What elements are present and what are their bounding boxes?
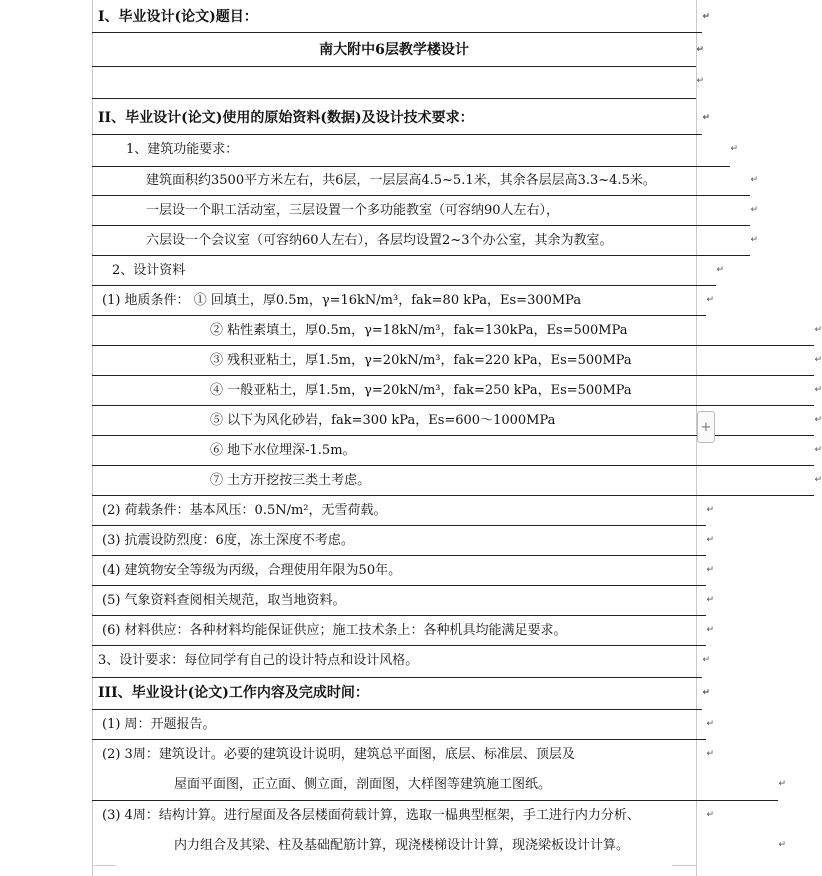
paragraph-mark-icon: ↵: [702, 655, 710, 665]
paragraph-mark-icon: ↵: [814, 445, 822, 455]
section1-title-row: [92, 3, 710, 33]
condition-3-row: [92, 556, 714, 586]
geo-item-2: ② 粘性素填土，厚0.5m，γ=18kN/m³，fak=130kPa，Es=500MPa: [210, 323, 628, 338]
work-item-3-row: [92, 801, 714, 831]
condition-5: (6) 材料供应：各种材料均能保证供应；施工技术条上：各种机具均能满足要求。: [102, 623, 567, 638]
paragraph-mark-icon: ↵: [750, 205, 758, 215]
condition-1-row: [92, 496, 714, 526]
paragraph-mark-icon: ↵: [814, 415, 822, 425]
geo-item-4-row: [92, 376, 822, 406]
paragraph-mark-icon: ↵: [778, 840, 786, 850]
paragraph-mark-icon: ↵: [702, 12, 710, 22]
work-item-2-cont-row: [92, 770, 786, 801]
design-req-row: [92, 646, 710, 678]
geo-item-3-row: [92, 346, 822, 376]
geo-item-6: ⑥ 地下水位埋深-1.5m。: [210, 443, 356, 458]
paragraph-mark-icon: ↵: [706, 535, 714, 545]
geo-item-1-row: [92, 286, 714, 316]
document-page: [92, 0, 822, 876]
geo-item-7-row: [92, 466, 822, 496]
section2-title-row: [92, 103, 710, 135]
paragraph-mark-icon: ↵: [706, 625, 714, 635]
paragraph-mark-icon: ↵: [778, 779, 786, 789]
paragraph-mark-icon: ↵: [706, 810, 714, 820]
condition-1: (2) 荷载条件：基本风压：0.5N/m²，无雪荷载。: [102, 503, 387, 518]
work-item-2-cont: 屋面平面图，正立面、侧立面，剖面图，大样图等建筑施工图纸。: [174, 777, 552, 792]
empty-row: [92, 67, 704, 99]
req-line-2: 一层设一个职工活动室，三层设置一个多功能教室（可容纳90人左右），: [146, 203, 560, 218]
geo-item-1: ① 回填土，厚0.5m，γ=16kN/m³，fak=80 kPa，Es=300MPa: [193, 293, 582, 308]
paragraph-mark-icon: ↵: [702, 688, 710, 698]
paragraph-mark-icon: ↵: [696, 45, 704, 55]
paragraph-mark-icon: ↵: [814, 355, 822, 365]
design-data-heading-row: [92, 256, 724, 286]
paragraph-mark-icon: ↵: [706, 749, 714, 759]
plus-icon: +: [700, 420, 712, 435]
project-title-row: [92, 35, 704, 67]
work-item-1-row: [92, 710, 714, 740]
paragraph-mark-icon: ↵: [750, 235, 758, 245]
req-line-2-row: [92, 196, 758, 226]
condition-5-row: [92, 616, 714, 646]
condition-3: (4) 建筑物安全等级为丙级，合理使用年限为50年。: [102, 563, 402, 578]
paragraph-mark-icon: ↵: [706, 565, 714, 575]
condition-4-row: [92, 586, 714, 616]
geo-item-4: ④ 一般亚粘土，厚1.5m，γ=20kN/m³，fak=250 kPa，Es=500MPa: [210, 383, 632, 398]
add-row-button[interactable]: [697, 411, 715, 443]
geo-item-5: ⑤ 以下为风化砂岩，fak=300 kPa，Es=600～1000MPa: [210, 413, 556, 428]
page-bottom-border-right: [672, 865, 696, 866]
paragraph-mark-icon: ↵: [706, 295, 714, 305]
condition-2-row: [92, 526, 714, 556]
work-item-1: (1) 周：开题报告。: [102, 717, 216, 732]
paragraph-mark-icon: ↵: [730, 144, 738, 154]
paragraph-mark-icon: ↵: [706, 595, 714, 605]
work-item-3-cont: 内力组合及其梁、柱及基础配筋计算，现浇楼梯设计计算，现浇梁板设计计算。: [174, 838, 630, 853]
condition-2: (3) 抗震设防烈度：6度，冻土深度不考虑。: [102, 533, 354, 548]
section3-title-row: [92, 678, 710, 710]
geo-item-2-row: [92, 316, 822, 346]
work-item-3: (3) 4周：结构计算。进行屋面及各层楼面荷载计算，选取一榀典型框架，手工进行内力分析、: [102, 808, 640, 823]
req-heading-row: [92, 135, 738, 167]
geo-label: (1) 地质条件：: [102, 293, 190, 308]
paragraph-mark-icon: ↵: [814, 325, 822, 335]
page-bottom-border-left: [92, 865, 116, 866]
req-heading: 1、建筑功能要求：: [126, 142, 239, 157]
req-line-3-row: [92, 226, 758, 256]
paragraph-mark-icon: ↵: [716, 265, 724, 275]
section2-title: II、毕业设计(论文)使用的原始资料(数据)及设计技术要求：: [98, 110, 474, 126]
req-line-1-row: [92, 166, 758, 196]
work-item-3-cont-row: [92, 831, 786, 861]
geo-item-3: ③ 残积亚粘土，厚1.5m，γ=20kN/m³，fak=220 kPa，Es=500MPa: [210, 353, 632, 368]
req-line-3: 六层设一个会议室（可容纳60人左右），各层均设置2~3个办公室，其余为教室。: [146, 233, 613, 248]
design-data-heading: 2、设计资料: [112, 263, 186, 278]
paragraph-mark-icon: ↵: [814, 385, 822, 395]
paragraph-mark-icon: ↵: [706, 719, 714, 729]
geo-item-7: ⑦ 土方开挖按三类土考虑。: [210, 473, 371, 488]
section1-title: I、毕业设计(论文)题目：: [98, 9, 258, 25]
paragraph-mark-icon: ↵: [702, 113, 710, 123]
section3-title: III、毕业设计(论文)工作内容及完成时间：: [98, 685, 369, 701]
work-item-2-row: [92, 740, 714, 770]
condition-4: (5) 气象资料查阅相关规范，取当地资料。: [102, 593, 346, 608]
paragraph-mark-icon: ↵: [814, 475, 822, 485]
req-line-1: 建筑面积约3500平方米左右，共6层，一层层高4.5~5.1米，其余各层层高3.3~4.5米。: [146, 173, 656, 188]
paragraph-mark-icon: ↵: [696, 76, 704, 86]
project-title: 南大附中6层教学楼设计: [319, 42, 469, 58]
design-req: 3、设计要求：每位同学有自己的设计特点和设计风格。: [98, 653, 419, 668]
paragraph-mark-icon: ↵: [706, 505, 714, 515]
work-item-2: (2) 3周：建筑设计。必要的建筑设计说明，建筑总平面图，底层、标准层、顶层及: [102, 747, 575, 762]
paragraph-mark-icon: ↵: [750, 175, 758, 185]
